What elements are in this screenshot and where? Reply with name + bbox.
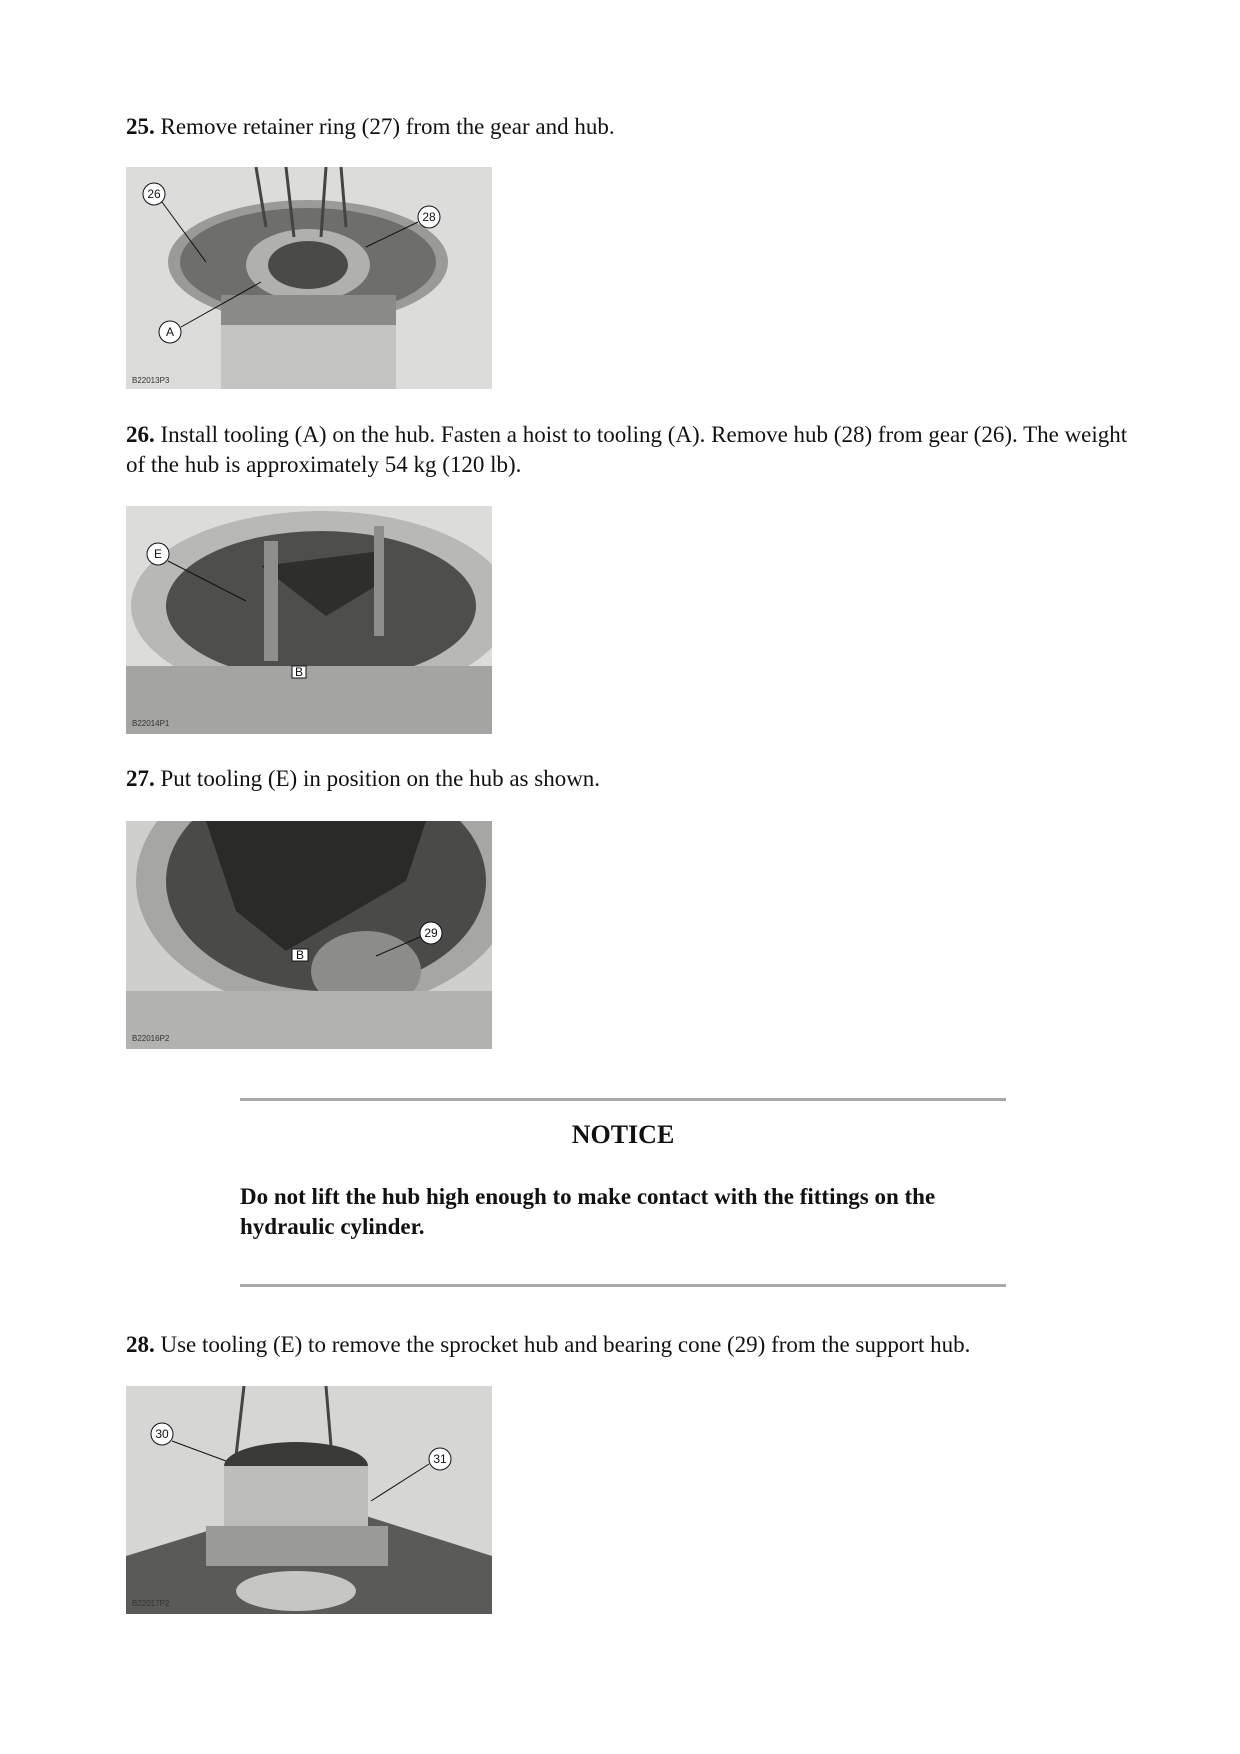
callout-label: B: [295, 948, 305, 962]
photo-sprocket-hub: [126, 1386, 492, 1614]
step-text: Install tooling (A) on the hub. Fasten a hoist to tooling (A). Remove hub (28) from gear (26). The weight of the hub is approximately 54 kg (120 lb).: [126, 422, 1128, 477]
notice-body: Do not lift the hub high enough to make contact with the fittings on the hydraulic cylinder.: [240, 1184, 936, 1239]
callout-label: A: [165, 325, 175, 339]
step-28: [126, 1330, 1136, 1360]
photo-code: B22017P2: [132, 1599, 170, 1608]
photo-code: B22016P2: [132, 1034, 170, 1043]
photo-code: B22014P1: [132, 719, 170, 728]
photo-retainer-ring: [126, 167, 492, 389]
step-number: 27.: [126, 766, 155, 791]
step-number: 26.: [126, 422, 155, 447]
photo-hub-tooling: [126, 506, 492, 734]
step-number: 25.: [126, 114, 155, 139]
callout-label: 29: [424, 926, 438, 940]
photo-code: B22013P3: [132, 376, 170, 385]
callout-label: 31: [433, 1452, 447, 1466]
step-text: Put tooling (E) in position on the hub as shown.: [154, 766, 601, 791]
step-26: [126, 420, 1136, 480]
notice-rule-top: [240, 1098, 1006, 1101]
step-text: Remove retainer ring (27) from the gear and hub.: [154, 114, 615, 139]
step-27: [126, 764, 1136, 794]
step-text: Use tooling (E) to remove the sprocket hub and bearing cone (29) from the support hub.: [154, 1332, 971, 1357]
callout-label: E: [153, 547, 163, 561]
step-25: [126, 112, 1136, 142]
photo-tooling-position: [126, 821, 492, 1049]
notice-title: NOTICE: [571, 1120, 675, 1149]
callout-label: B: [294, 665, 304, 679]
step-number: 28.: [126, 1332, 155, 1357]
notice-rule-bottom: [240, 1284, 1006, 1287]
callout-label: 26: [147, 187, 161, 201]
callout-label: 30: [155, 1427, 169, 1441]
callout-label: 28: [422, 210, 436, 224]
